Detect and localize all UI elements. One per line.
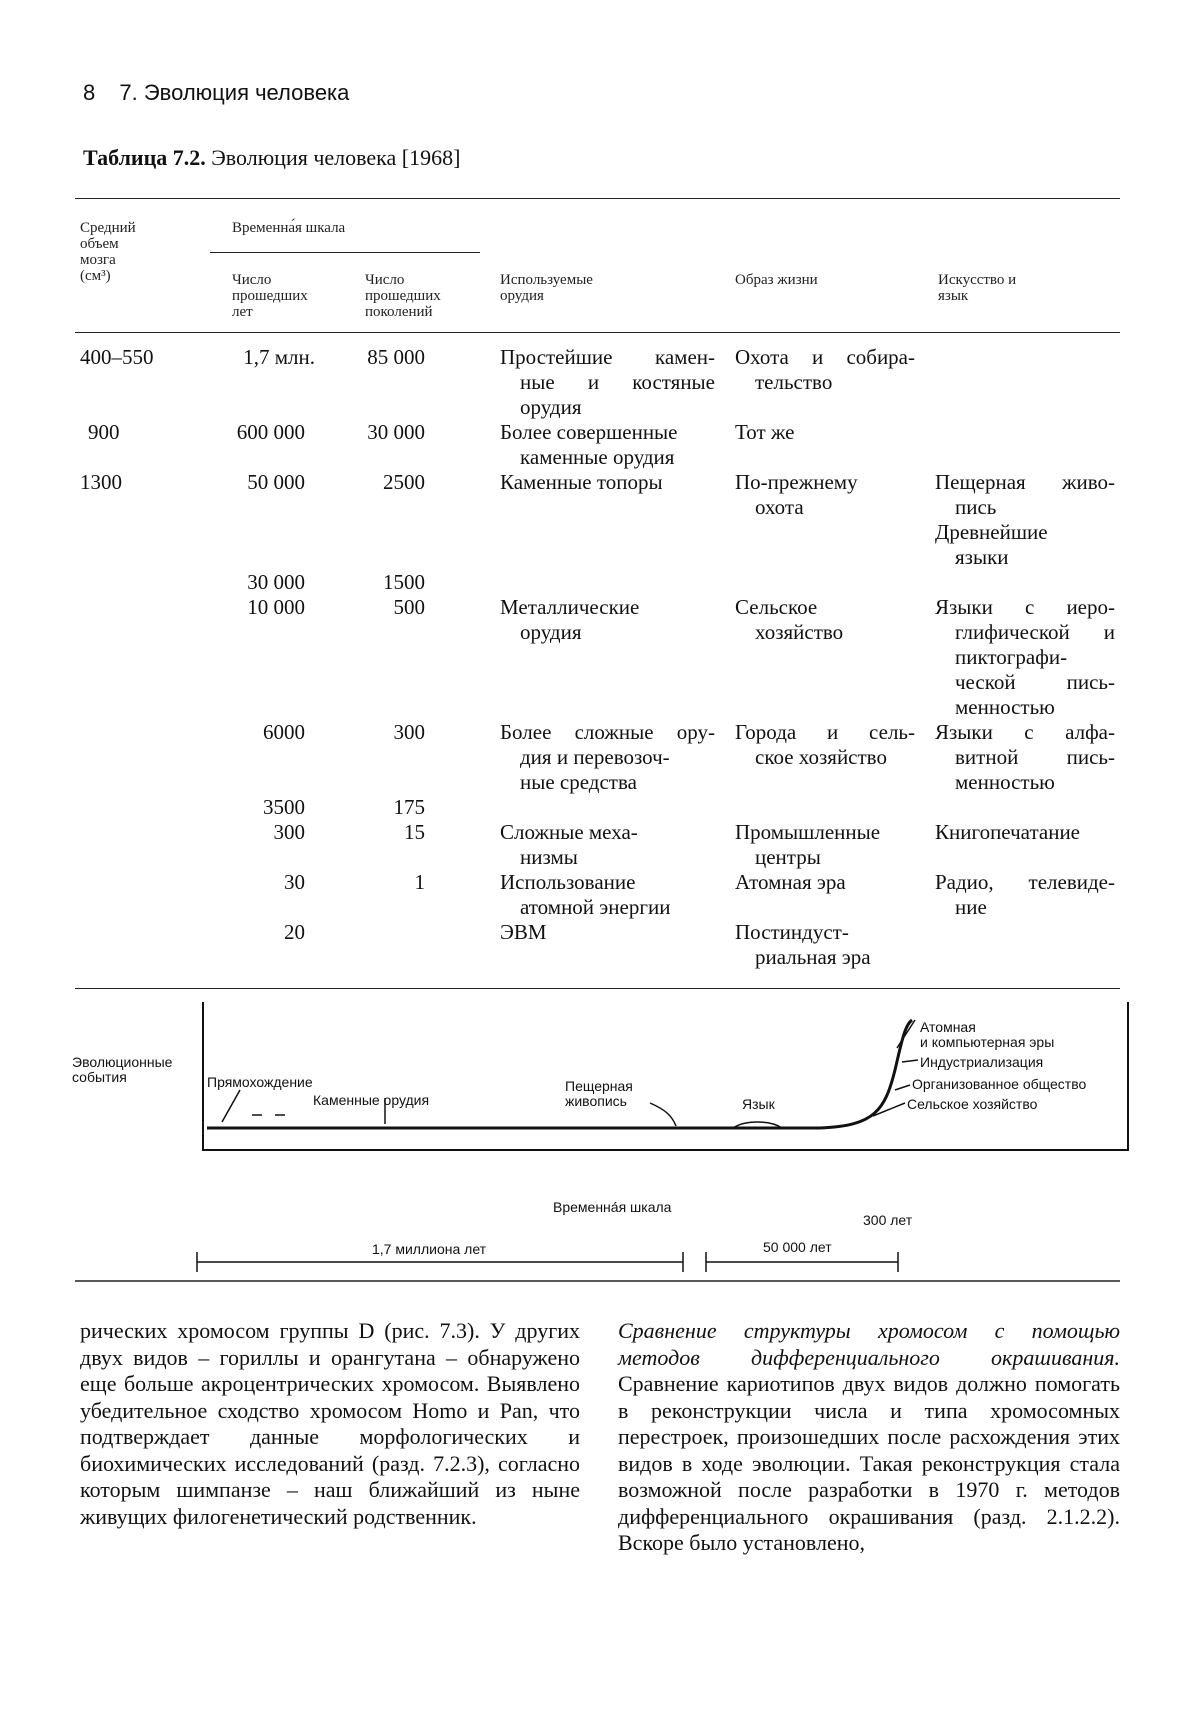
years-cell: 1,7 млн.: [243, 345, 315, 369]
cave-label: Пещерная живопись: [565, 1078, 633, 1109]
lifestyle-cell: Постиндуст- риальная эра: [735, 920, 871, 969]
lifestyle-cell: По-прежнему охота: [735, 470, 858, 519]
art-cell: Языки с иеро- глифической и пиктографи- ческой пись- менностью: [935, 595, 1115, 719]
running-title: 7. Эволюция человека: [119, 80, 350, 105]
industrial-pointer: [902, 1060, 918, 1062]
header-tools: Используемые орудия: [500, 272, 593, 304]
brain-cell: 1300: [80, 470, 122, 494]
table-caption-label: Таблица 7.2.: [83, 145, 206, 170]
header-brain: Средний объем мозга (см³): [80, 220, 136, 284]
atomic-label: Атомная и компьютерная эры: [920, 1019, 1055, 1050]
years-cell: 10 000: [247, 595, 305, 619]
tools-cell: Более совершенные каменные орудия: [500, 420, 678, 469]
atomic-pointer: [897, 1020, 915, 1048]
tools-cell: Металлические орудия: [500, 595, 640, 644]
years-cell: 50 000: [247, 470, 305, 494]
lifestyle-cell: Промышленные центры: [735, 820, 881, 869]
events-label: Эволюционные события: [72, 1054, 173, 1085]
table-bottom-rule: [75, 988, 1120, 989]
years-cell: 3500: [263, 795, 305, 819]
art-cell: Книгопечатание: [935, 820, 1081, 844]
timescale-label: Временна́я шкала: [553, 1199, 672, 1215]
table-top-rule: [75, 198, 1120, 199]
generations-cell: 15: [404, 820, 425, 844]
years-cell: 30 000: [247, 570, 305, 594]
timescale-segment-2: [706, 1252, 898, 1272]
generations-cell: 1: [414, 870, 425, 894]
section-body: Сравнение кариотипов двух видов должно помогать в реконструкции числа и типа хромосомных перестроек, произошедших после расхождения этих видов в ходе эволюции. Такая реконструкция стала возможной после разработки в 1970 г. методов дифференциального окрашивания (разд. 2.1.2.2). Вскоре было установлено,: [618, 1371, 1120, 1555]
walking-pointer: [222, 1090, 240, 1122]
years-cell: 6000: [263, 720, 305, 744]
tools-cell: Простейшие камен- ные и костяные орудия: [500, 345, 715, 419]
language-label: Язык: [742, 1096, 775, 1112]
generations-cell: 2500: [383, 470, 425, 494]
section-heading: Сравнение структуры хромосом с помощью методов дифференциального окрашивания.: [618, 1318, 1120, 1370]
generations-cell: 300: [393, 720, 425, 744]
organized-label: Организованное общество: [912, 1076, 1087, 1092]
tools-cell: Более сложные ору- дия и перевозоч- ные средства: [500, 720, 715, 794]
years-cell: 30: [284, 870, 305, 894]
art-cell: Радио, телевиде- ние: [935, 870, 1115, 919]
segment-2-label: 50 000 лет: [763, 1239, 832, 1255]
header-timescale: Временна́я шкала: [232, 220, 346, 236]
tools-cell: Использование атомной энергии: [500, 870, 671, 919]
years-cell: 300: [273, 820, 305, 844]
brain-cell: 400–550: [80, 345, 154, 369]
tools-cell: Каменные топоры: [500, 470, 663, 494]
industrial-label: Индустриализация: [920, 1054, 1044, 1070]
timescale-rule: [210, 252, 480, 253]
generations-cell: 500: [393, 595, 425, 619]
tools-cell: ЭВМ: [500, 920, 547, 944]
art-cell: Языки с алфа- витной пись- менностью: [935, 720, 1115, 794]
lifestyle-cell: Охота и собира- тельство: [735, 345, 915, 394]
stone-tools-label: Каменные орудия: [313, 1092, 430, 1108]
header-years: Число прошедших лет: [232, 272, 308, 320]
tools-cell: Сложные меха- низмы: [500, 820, 638, 869]
agriculture-label: Сельское хозяйство: [907, 1096, 1038, 1112]
running-header: [83, 80, 349, 106]
art-cell: Пещерная живо- пись Древнейшие языки: [935, 470, 1115, 569]
years-cell: 600 000: [236, 420, 305, 444]
generations-cell: 1500: [383, 570, 425, 594]
lifestyle-cell: Сельское хозяйство: [735, 595, 844, 644]
header-art: Искусство и язык: [938, 272, 1017, 304]
cave-pointer: [650, 1103, 676, 1126]
body-text-left: рических хромосом группы D (рис. 7.3). У других двух видов – гориллы и орангутана – обнаружено еще больше акроцентрических хромосом. Выявлено убедительное сходство хромосом Homo и Pan, что подтверждает данные морфологических и биохимических исследований (разд. 7.2.3), согласно которым шимпанзе – наш ближайший из ныне живущих филогенетический родственник.: [80, 1318, 580, 1529]
header-bottom-rule: [75, 332, 1120, 333]
page-number: 8: [83, 80, 96, 105]
walking-label: Прямохождение: [207, 1074, 313, 1090]
lifestyle-cell: Атомная эра: [735, 870, 846, 894]
lifestyle-cell: Тот же: [735, 420, 795, 444]
generations-cell: 30 000: [367, 420, 425, 444]
header-generations: Число прошедших поколений: [365, 272, 441, 320]
table-caption: [83, 145, 460, 171]
header-lifestyle: Образ жизни: [735, 272, 818, 288]
table-caption-text: Эволюция человека [1968]: [211, 145, 461, 170]
generations-cell: 85 000: [367, 345, 425, 369]
organized-pointer: [895, 1085, 910, 1090]
brain-cell: 900: [88, 420, 120, 444]
years-cell: 20: [284, 920, 305, 944]
lifestyle-cell: Города и сель- ское хозяйство: [735, 720, 915, 769]
body-text-right: [618, 1318, 1120, 1557]
segment-1-label: 1,7 миллиона лет: [372, 1241, 487, 1257]
segment-3-label: 300 лет: [863, 1212, 913, 1228]
generations-cell: 175: [393, 795, 425, 819]
growth-curve: [820, 1020, 912, 1128]
